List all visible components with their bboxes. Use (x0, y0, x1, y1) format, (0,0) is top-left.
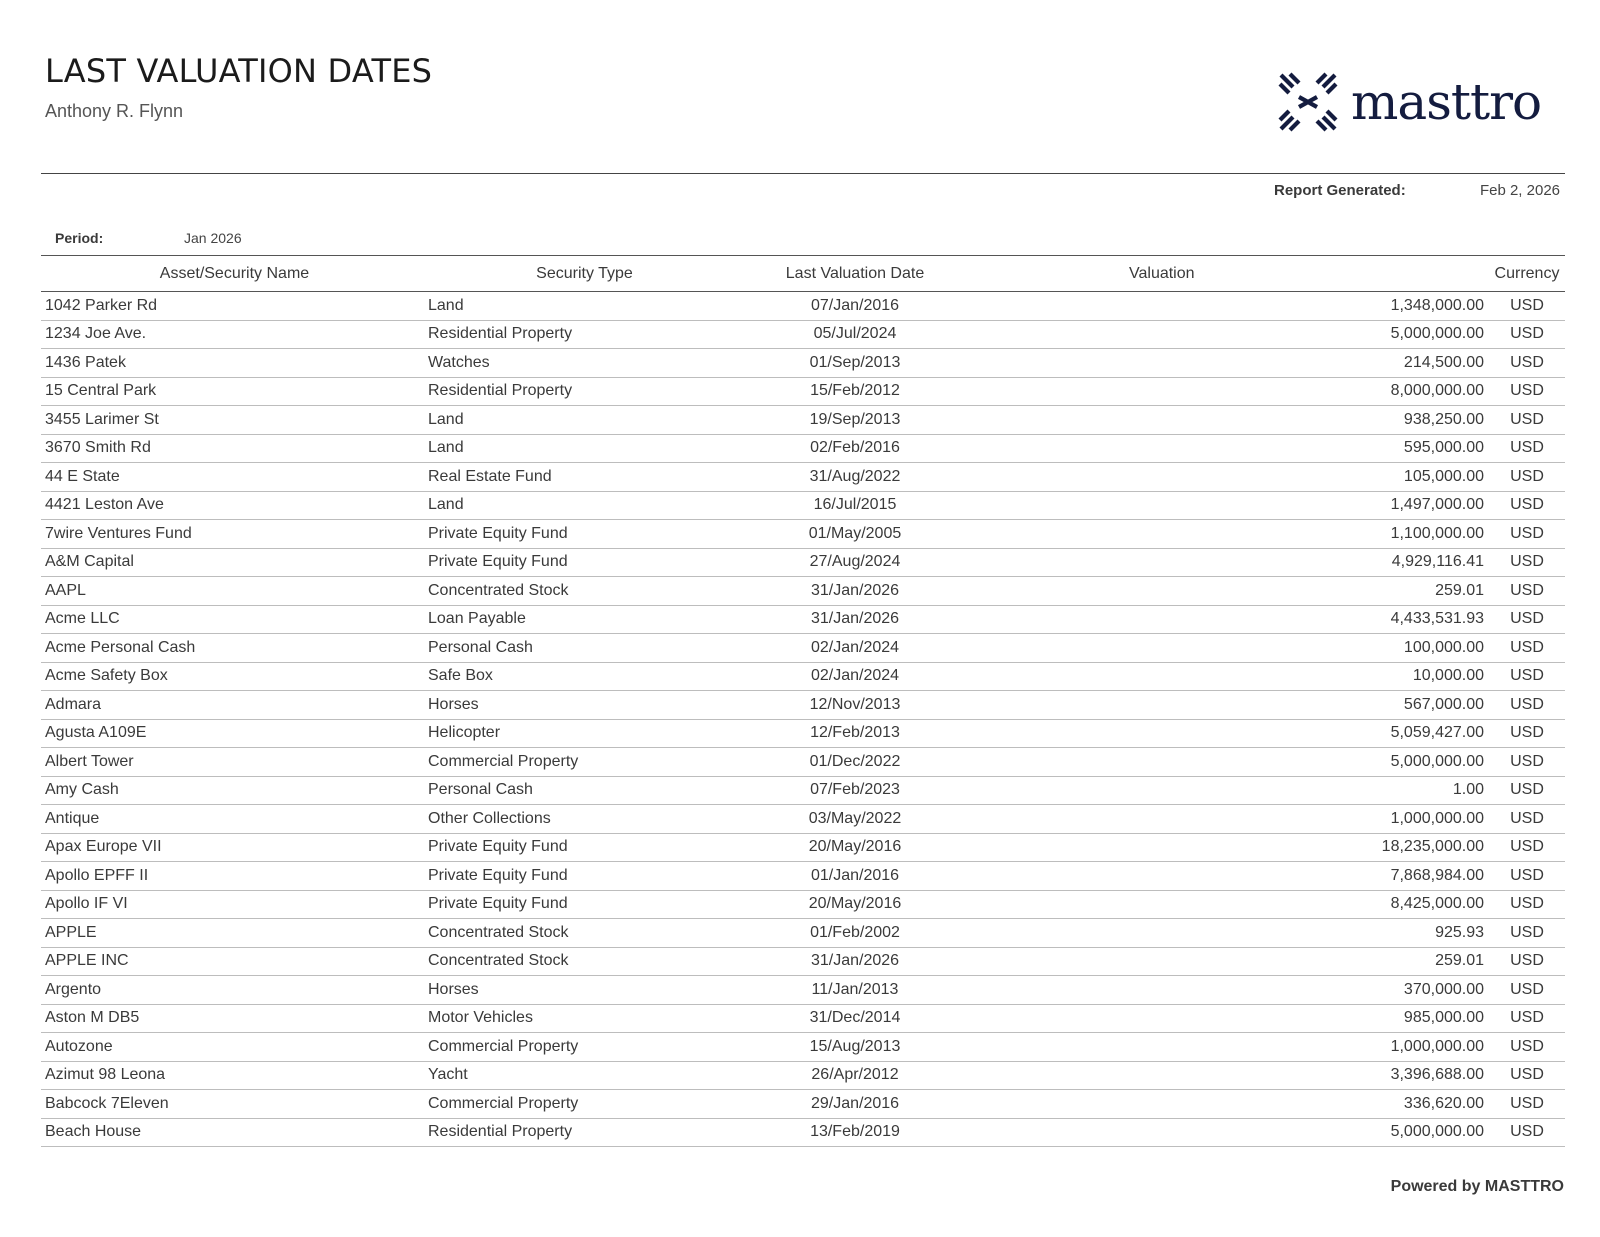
cell-currency: USD (1489, 805, 1565, 834)
table-row (41, 1004, 1565, 1033)
masttro-logo-icon (1277, 71, 1339, 133)
cell-valuation: 4,433,531.93 (969, 605, 1489, 634)
cell-last-valuation-date: 02/Jan/2024 (741, 634, 969, 663)
cell-valuation: 1,348,000.00 (969, 292, 1489, 321)
report-generated-value: Feb 2, 2026 (1479, 182, 1560, 199)
cell-asset-name: Beach House (41, 1118, 428, 1147)
cell-currency: USD (1489, 976, 1565, 1005)
cell-security-type: Commercial Property (428, 1033, 741, 1062)
cell-currency: USD (1489, 605, 1565, 634)
table-row (41, 1033, 1565, 1062)
table-row (41, 776, 1565, 805)
cell-currency: USD (1489, 691, 1565, 720)
cell-asset-name: 3670 Smith Rd (41, 434, 428, 463)
cell-security-type: Other Collections (428, 805, 741, 834)
cell-currency: USD (1489, 1118, 1565, 1147)
cell-valuation: 100,000.00 (969, 634, 1489, 663)
cell-valuation: 259.01 (969, 947, 1489, 976)
cell-currency: USD (1489, 1061, 1565, 1090)
cell-asset-name: 7wire Ventures Fund (41, 520, 428, 549)
cell-last-valuation-date: 05/Jul/2024 (741, 320, 969, 349)
cell-asset-name: Admara (41, 691, 428, 720)
cell-asset-name: Acme LLC (41, 605, 428, 634)
cell-currency: USD (1489, 947, 1565, 976)
cell-valuation: 214,500.00 (969, 349, 1489, 378)
cell-valuation: 5,000,000.00 (969, 320, 1489, 349)
cell-last-valuation-date: 12/Nov/2013 (741, 691, 969, 720)
cell-asset-name: Agusta A109E (41, 719, 428, 748)
cell-valuation: 18,235,000.00 (969, 833, 1489, 862)
table-row (41, 349, 1565, 378)
cell-valuation: 1.00 (969, 776, 1489, 805)
cell-valuation: 336,620.00 (969, 1090, 1489, 1119)
table-row (41, 691, 1565, 720)
masttro-logo (1277, 71, 1541, 133)
cell-valuation: 7,868,984.00 (969, 862, 1489, 891)
cell-security-type: Commercial Property (428, 1090, 741, 1119)
cell-security-type: Concentrated Stock (428, 919, 741, 948)
table-row (41, 1118, 1565, 1147)
cell-last-valuation-date: 13/Feb/2019 (741, 1118, 969, 1147)
cell-security-type: Land (428, 406, 741, 435)
col-header-security-type: Security Type (428, 257, 741, 292)
cell-security-type: Residential Property (428, 377, 741, 406)
cell-valuation: 1,000,000.00 (969, 1033, 1489, 1062)
table-row (41, 947, 1565, 976)
cell-valuation: 938,250.00 (969, 406, 1489, 435)
cell-currency: USD (1489, 434, 1565, 463)
col-header-last-valuation-date: Last Valuation Date (741, 257, 969, 292)
cell-security-type: Watches (428, 349, 741, 378)
cell-valuation: 985,000.00 (969, 1004, 1489, 1033)
cell-currency: USD (1489, 577, 1565, 606)
cell-security-type: Land (428, 434, 741, 463)
table-row (41, 377, 1565, 406)
report-generated-label: Report Generated: (1274, 182, 1406, 199)
cell-last-valuation-date: 19/Sep/2013 (741, 406, 969, 435)
cell-asset-name: Antique (41, 805, 428, 834)
cell-security-type: Yacht (428, 1061, 741, 1090)
table-row (41, 634, 1565, 663)
cell-security-type: Private Equity Fund (428, 520, 741, 549)
table-row (41, 890, 1565, 919)
cell-valuation: 8,425,000.00 (969, 890, 1489, 919)
cell-valuation: 5,059,427.00 (969, 719, 1489, 748)
table-row (41, 919, 1565, 948)
cell-valuation: 8,000,000.00 (969, 377, 1489, 406)
cell-currency: USD (1489, 890, 1565, 919)
cell-last-valuation-date: 02/Feb/2016 (741, 434, 969, 463)
table-row (41, 491, 1565, 520)
table-row (41, 463, 1565, 492)
header-divider (41, 173, 1565, 174)
cell-asset-name: Apollo IF VI (41, 890, 428, 919)
period (55, 230, 242, 246)
cell-security-type: Personal Cash (428, 776, 741, 805)
cell-asset-name: Amy Cash (41, 776, 428, 805)
col-header-asset-name: Asset/Security Name (41, 257, 428, 292)
cell-last-valuation-date: 01/Sep/2013 (741, 349, 969, 378)
table-row (41, 320, 1565, 349)
cell-currency: USD (1489, 662, 1565, 691)
cell-currency: USD (1489, 719, 1565, 748)
cell-asset-name: Acme Safety Box (41, 662, 428, 691)
cell-last-valuation-date: 12/Feb/2013 (741, 719, 969, 748)
table-row (41, 548, 1565, 577)
cell-security-type: Loan Payable (428, 605, 741, 634)
cell-currency: USD (1489, 862, 1565, 891)
cell-security-type: Real Estate Fund (428, 463, 741, 492)
cell-currency: USD (1489, 491, 1565, 520)
cell-valuation: 5,000,000.00 (969, 748, 1489, 777)
cell-security-type: Private Equity Fund (428, 548, 741, 577)
cell-currency: USD (1489, 919, 1565, 948)
cell-security-type: Horses (428, 691, 741, 720)
powered-by: Powered by MASTTRO (1390, 1178, 1564, 1195)
cell-last-valuation-date: 16/Jul/2015 (741, 491, 969, 520)
cell-security-type: Horses (428, 976, 741, 1005)
table-row (41, 748, 1565, 777)
cell-asset-name: Babcock 7Eleven (41, 1090, 428, 1119)
cell-asset-name: Autozone (41, 1033, 428, 1062)
cell-last-valuation-date: 31/Jan/2026 (741, 577, 969, 606)
table-row (41, 1090, 1565, 1119)
cell-valuation: 370,000.00 (969, 976, 1489, 1005)
cell-valuation: 5,000,000.00 (969, 1118, 1489, 1147)
cell-last-valuation-date: 11/Jan/2013 (741, 976, 969, 1005)
table-row (41, 605, 1565, 634)
cell-currency: USD (1489, 463, 1565, 492)
cell-security-type: Concentrated Stock (428, 947, 741, 976)
table-row (41, 434, 1565, 463)
cell-last-valuation-date: 27/Aug/2024 (741, 548, 969, 577)
cell-currency: USD (1489, 1090, 1565, 1119)
cell-last-valuation-date: 07/Jan/2016 (741, 292, 969, 321)
cell-asset-name: 1436 Patek (41, 349, 428, 378)
table-row (41, 833, 1565, 862)
cell-valuation: 1,100,000.00 (969, 520, 1489, 549)
cell-last-valuation-date: 20/May/2016 (741, 833, 969, 862)
table-row (41, 805, 1565, 834)
table-row (41, 292, 1565, 321)
cell-currency: USD (1489, 377, 1565, 406)
cell-security-type: Land (428, 292, 741, 321)
cell-currency: USD (1489, 406, 1565, 435)
cell-currency: USD (1489, 833, 1565, 862)
cell-security-type: Residential Property (428, 1118, 741, 1147)
cell-security-type: Concentrated Stock (428, 577, 741, 606)
table-row (41, 662, 1565, 691)
table-row (41, 976, 1565, 1005)
cell-asset-name: APPLE (41, 919, 428, 948)
cell-last-valuation-date: 07/Feb/2023 (741, 776, 969, 805)
table-row (41, 862, 1565, 891)
cell-last-valuation-date: 15/Feb/2012 (741, 377, 969, 406)
period-value: Jan 2026 (184, 230, 242, 246)
logo-wordmark: masttro (1351, 73, 1542, 131)
cell-last-valuation-date: 01/Dec/2022 (741, 748, 969, 777)
cell-last-valuation-date: 20/May/2016 (741, 890, 969, 919)
cell-currency: USD (1489, 349, 1565, 378)
table-header-row (41, 257, 1565, 292)
cell-last-valuation-date: 01/Feb/2002 (741, 919, 969, 948)
cell-last-valuation-date: 01/Jan/2016 (741, 862, 969, 891)
period-label: Period: (55, 230, 104, 246)
cell-valuation: 105,000.00 (969, 463, 1489, 492)
cell-asset-name: 15 Central Park (41, 377, 428, 406)
col-header-valuation: Valuation (969, 257, 1489, 292)
cell-asset-name: 3455 Larimer St (41, 406, 428, 435)
cell-last-valuation-date: 26/Apr/2012 (741, 1061, 969, 1090)
cell-currency: USD (1489, 548, 1565, 577)
cell-valuation: 1,497,000.00 (969, 491, 1489, 520)
cell-last-valuation-date: 15/Aug/2013 (741, 1033, 969, 1062)
period-divider (41, 255, 1565, 256)
valuation-table (41, 257, 1565, 1147)
cell-last-valuation-date: 29/Jan/2016 (741, 1090, 969, 1119)
cell-asset-name: 1234 Joe Ave. (41, 320, 428, 349)
table-row (41, 719, 1565, 748)
cell-security-type: Residential Property (428, 320, 741, 349)
cell-last-valuation-date: 31/Jan/2026 (741, 947, 969, 976)
cell-last-valuation-date: 01/May/2005 (741, 520, 969, 549)
col-header-currency: Currency (1489, 257, 1565, 292)
cell-last-valuation-date: 31/Dec/2014 (741, 1004, 969, 1033)
cell-valuation: 259.01 (969, 577, 1489, 606)
cell-security-type: Private Equity Fund (428, 833, 741, 862)
cell-asset-name: Albert Tower (41, 748, 428, 777)
cell-asset-name: Argento (41, 976, 428, 1005)
cell-currency: USD (1489, 748, 1565, 777)
cell-security-type: Safe Box (428, 662, 741, 691)
cell-currency: USD (1489, 1004, 1565, 1033)
cell-security-type: Motor Vehicles (428, 1004, 741, 1033)
cell-asset-name: Acme Personal Cash (41, 634, 428, 663)
cell-last-valuation-date: 03/May/2022 (741, 805, 969, 834)
cell-asset-name: APPLE INC (41, 947, 428, 976)
cell-valuation: 10,000.00 (969, 662, 1489, 691)
cell-valuation: 567,000.00 (969, 691, 1489, 720)
cell-valuation: 3,396,688.00 (969, 1061, 1489, 1090)
table-row (41, 577, 1565, 606)
page-title: LAST VALUATION DATES (45, 52, 433, 90)
cell-valuation: 4,929,116.41 (969, 548, 1489, 577)
cell-last-valuation-date: 31/Aug/2022 (741, 463, 969, 492)
cell-valuation: 595,000.00 (969, 434, 1489, 463)
table-row (41, 520, 1565, 549)
cell-asset-name: 44 E State (41, 463, 428, 492)
cell-security-type: Helicopter (428, 719, 741, 748)
cell-asset-name: Azimut 98 Leona (41, 1061, 428, 1090)
table-body (41, 292, 1565, 1147)
cell-security-type: Personal Cash (428, 634, 741, 663)
cell-currency: USD (1489, 1033, 1565, 1062)
cell-security-type: Commercial Property (428, 748, 741, 777)
table-row (41, 406, 1565, 435)
cell-last-valuation-date: 02/Jan/2024 (741, 662, 969, 691)
cell-asset-name: Apax Europe VII (41, 833, 428, 862)
cell-currency: USD (1489, 634, 1565, 663)
cell-valuation: 925.93 (969, 919, 1489, 948)
cell-security-type: Private Equity Fund (428, 890, 741, 919)
cell-asset-name: 1042 Parker Rd (41, 292, 428, 321)
cell-asset-name: Apollo EPFF II (41, 862, 428, 891)
cell-asset-name: 4421 Leston Ave (41, 491, 428, 520)
cell-security-type: Private Equity Fund (428, 862, 741, 891)
table-row (41, 1061, 1565, 1090)
cell-valuation: 1,000,000.00 (969, 805, 1489, 834)
cell-currency: USD (1489, 520, 1565, 549)
client-name: Anthony R. Flynn (45, 101, 184, 121)
cell-asset-name: Aston M DB5 (41, 1004, 428, 1033)
cell-currency: USD (1489, 320, 1565, 349)
cell-security-type: Land (428, 491, 741, 520)
cell-asset-name: A&M Capital (41, 548, 428, 577)
cell-asset-name: AAPL (41, 577, 428, 606)
cell-currency: USD (1489, 292, 1565, 321)
cell-currency: USD (1489, 776, 1565, 805)
cell-last-valuation-date: 31/Jan/2026 (741, 605, 969, 634)
